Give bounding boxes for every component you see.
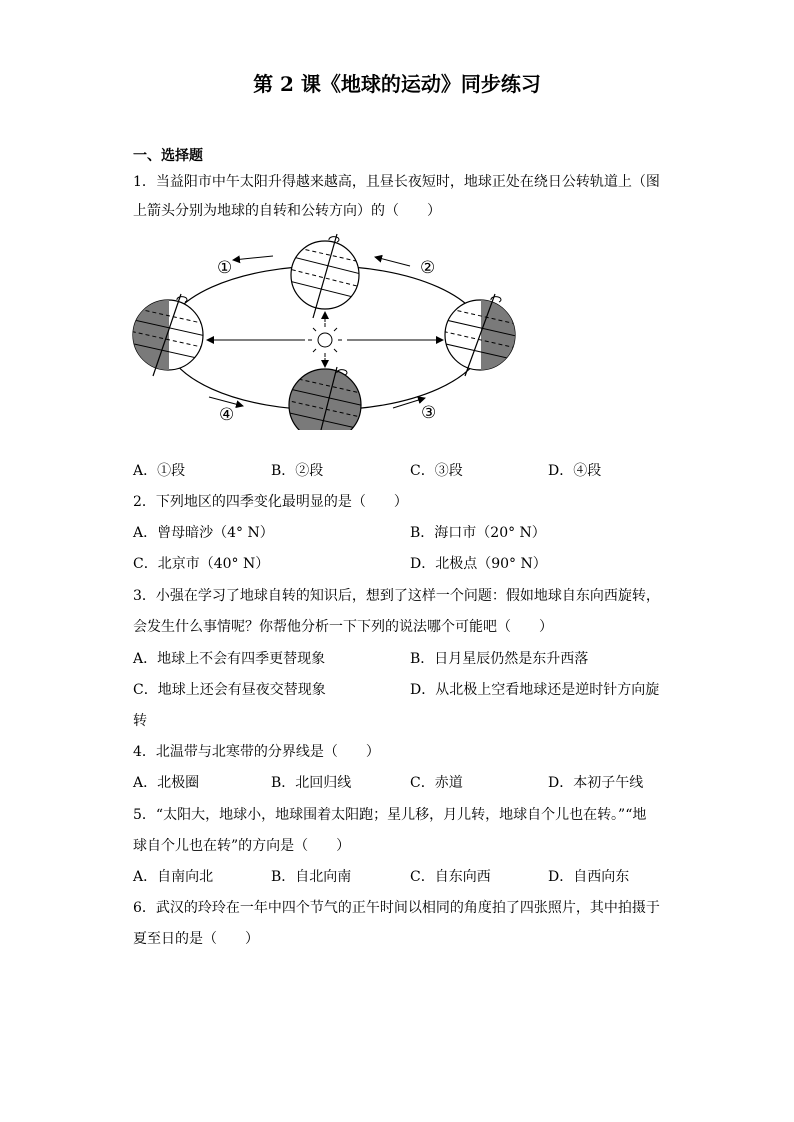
orbit-arrow-2 bbox=[375, 257, 410, 266]
earth-top bbox=[285, 234, 365, 318]
q3-stem-line2: 会发生什么事情呢？你帮他分析一下下列的说法哪个可能吧（ ） bbox=[133, 619, 553, 635]
q5-stem-line1: 5．“太阳大，地球小，地球围着太阳跑；星儿移，月儿转，地球自个儿也在转。”“地 bbox=[133, 807, 647, 823]
q3-option-b[interactable]: B．日月星辰仍然是东升西落 bbox=[410, 651, 589, 667]
section-heading: 一、选择题 bbox=[133, 148, 203, 164]
q5-option-b[interactable]: B．自北向南 bbox=[271, 869, 352, 885]
earth-right bbox=[437, 290, 525, 380]
q2-option-b[interactable]: B．海口市（20° N） bbox=[410, 525, 546, 541]
q3-option-c[interactable]: C．地球上还会有昼夜交替现象 bbox=[133, 682, 326, 698]
q1-stem-line1: 1．当益阳市中午太阳升得越来越高，且昼长夜短时，地球正处在绕日公转轨道上（图 bbox=[133, 174, 660, 190]
q2-stem: 2．下列地区的四季变化最明显的是（ ） bbox=[133, 494, 408, 510]
q3-option-d[interactable]: D．从北极上空看地球还是逆时针方向旋 bbox=[410, 682, 660, 698]
q3-option-a[interactable]: A．地球上不会有四季更替现象 bbox=[133, 651, 326, 667]
q4-stem: 4．北温带与北寒带的分界线是（ ） bbox=[133, 744, 380, 760]
q1-option-c[interactable]: C．③段 bbox=[410, 463, 463, 479]
q1-option-b[interactable]: B．②段 bbox=[271, 463, 324, 479]
earth-left bbox=[125, 290, 215, 380]
q3-option-d-wrap: 转 bbox=[133, 713, 147, 729]
q2-option-d[interactable]: D．北极点（90° N） bbox=[410, 556, 547, 572]
q1-stem-line2: 上箭头分别为地球的自转和公转方向）的（ ） bbox=[133, 203, 441, 219]
page-title: 第 2 课《地球的运动》同步练习 bbox=[253, 72, 541, 96]
sun-icon bbox=[308, 323, 342, 357]
q6-stem-line2: 夏至日的是（ ） bbox=[133, 931, 259, 947]
orbit-arrow-1 bbox=[233, 256, 273, 260]
segment-label-4: ④ bbox=[219, 405, 235, 425]
q4-option-a[interactable]: A．北极圈 bbox=[133, 775, 200, 791]
q5-option-a[interactable]: A．自南向北 bbox=[133, 869, 214, 885]
q5-option-c[interactable]: C．自东向西 bbox=[410, 869, 491, 885]
q4-option-d[interactable]: D．本初子午线 bbox=[548, 775, 644, 791]
q4-option-c[interactable]: C．赤道 bbox=[410, 775, 463, 791]
q5-option-d[interactable]: D．自西向东 bbox=[548, 869, 630, 885]
segment-label-2: ② bbox=[420, 258, 436, 278]
segment-label-3: ③ bbox=[421, 403, 437, 423]
q5-stem-line2: 球自个儿也在转”的方向是（ ） bbox=[133, 838, 351, 854]
q2-option-a[interactable]: A．曾母暗沙（4° N） bbox=[133, 525, 274, 541]
q4-option-b[interactable]: B．北回归线 bbox=[271, 775, 352, 791]
q1-option-d[interactable]: D．④段 bbox=[548, 463, 602, 479]
q2-option-c[interactable]: C．北京市（40° N） bbox=[133, 556, 270, 572]
earth-orbit-diagram bbox=[125, 230, 525, 430]
q6-stem-line1: 6．武汉的玲玲在一年中四个节气的正午时间以相同的角度拍了四张照片，其中拍摄于 bbox=[133, 900, 660, 916]
q3-stem-line1: 3．小强在学习了地球自转的知识后，想到了这样一个问题：假如地球自东向西旋转， bbox=[133, 588, 660, 604]
segment-label-1: ① bbox=[217, 258, 233, 278]
q1-option-a[interactable]: A．①段 bbox=[133, 463, 186, 479]
earth-bottom bbox=[285, 367, 365, 430]
